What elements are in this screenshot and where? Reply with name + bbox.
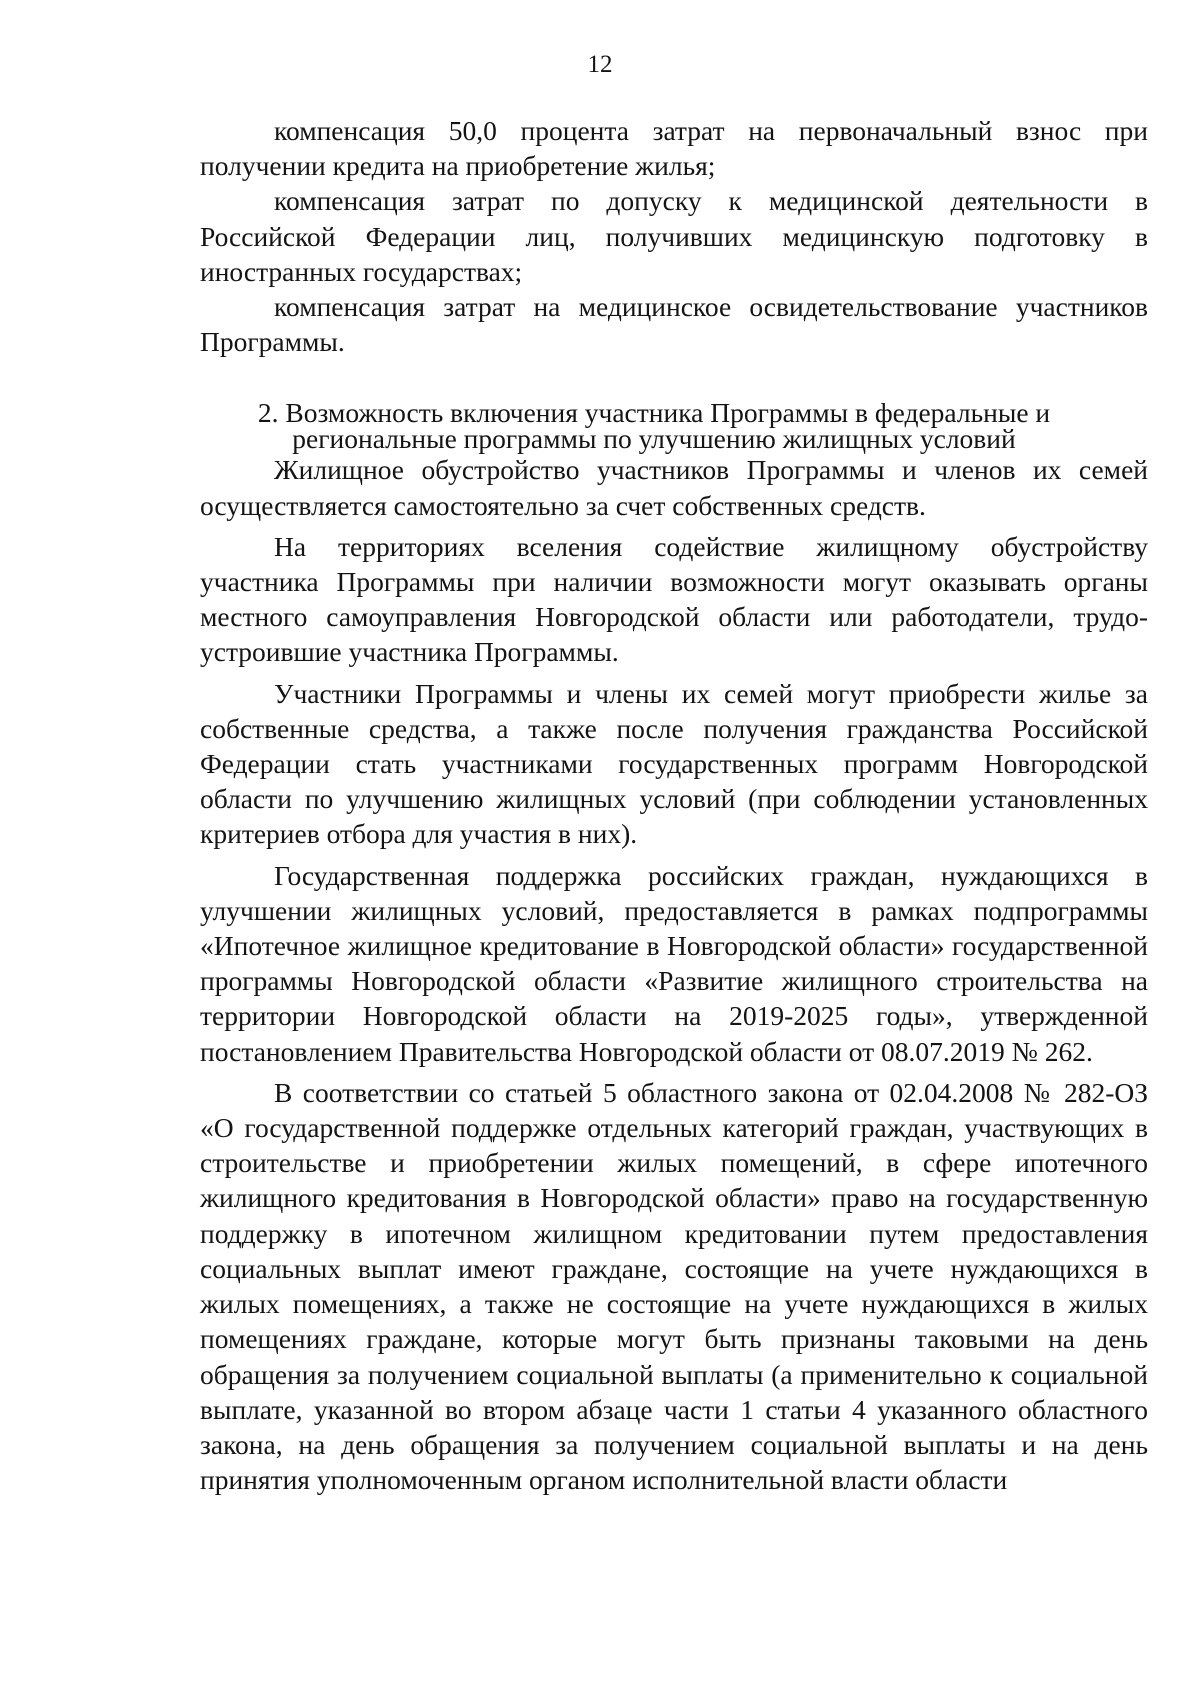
paragraph-regional-law-article-5: В соответствии со статьей 5 областного закона от 02.04.2008 № 282-ОЗ «О государственной поддержке отдельных категорий граждан, участвующих в строительстве и приобретении жилых помещений, в сфере ипотечного жилищного кредитования в Новгородской области» право на государственную поддержку в ипотечном жилищном кредитовании путем предоставления социальных выплат имеют граждане, состоящие на учете нуждающихся в жилых помещениях, а также не состоящие на учете нуждающихся в жилых помещениях граждане, которые могут быть признаны таковыми на день обращения за получением социальной выплаты (а применительно к социальной выплате, указанной во втором абзаце части 1 статьи 4 указанного областного закона, на день обращения за получением социальной выплаты и на день принятия уполномоченным органом исполнительной власти области bbox=[200, 1076, 1148, 1496]
paragraph-state-support-mortgage: Государственная поддержка российских граждан, нуждающихся в улучшении жилищных условий, предоставляется в рамках подпрограммы «Ипотечное жилищное кредитование в Новгородской области» государственной программы Новгородской области «Развитие жилищного строительства на территории Новгородской области на 2019-2025 годы», утвержденной постановлением Правительства Новгородской области от 08.07.2019 № 262. bbox=[200, 859, 1148, 1067]
page-number: 12 bbox=[587, 51, 613, 78]
section-heading bbox=[200, 397, 1148, 455]
section-heading-line-2: региональные программы по улучшению жилищных условий bbox=[292, 423, 1016, 455]
paragraph-resettlement-territories: На территориях вселения содействие жилищному обустройству участника Программы при наличии возможности могут оказывать органы местного самоуправления Новгородской области или работодатели, трудоустроившие участника Программы. bbox=[200, 530, 1148, 668]
paragraph-state-programs-participation: Участники Программы и члены их семей могут приобрести жилье за собственные средства, а также после получения гражданства Российской Федерации стать участниками государственных программ Новгородской области по улучшению жилищных условий (при соблюдении установленных критериев отбора для участия в них). bbox=[200, 677, 1148, 850]
paragraph-compensation-medical-admission: компенсация затрат по допуску к медицинской деятельности в Российской Федерации лиц, получивших медицинскую подготовку в иностранных государствах; bbox=[200, 185, 1148, 287]
paragraph-compensation-down-payment: компенсация 50,0 процента затрат на первоначальный взнос при получении кредита на приобретение жилья; bbox=[200, 115, 1148, 182]
section-heading-line-1: 2. Возможность включения участника Программы в федеральные и bbox=[257, 397, 1051, 429]
paragraph-housing-own-funds: Жилищное обустройство участников Программы и членов их семей осуществляется самостоятельно за счет собственных средств. bbox=[200, 454, 1148, 521]
document-body bbox=[200, 113, 1148, 1497]
paragraph-compensation-medical-examination: компенсация затрат на медицинское освидетельствование участников Программы. bbox=[200, 291, 1148, 358]
